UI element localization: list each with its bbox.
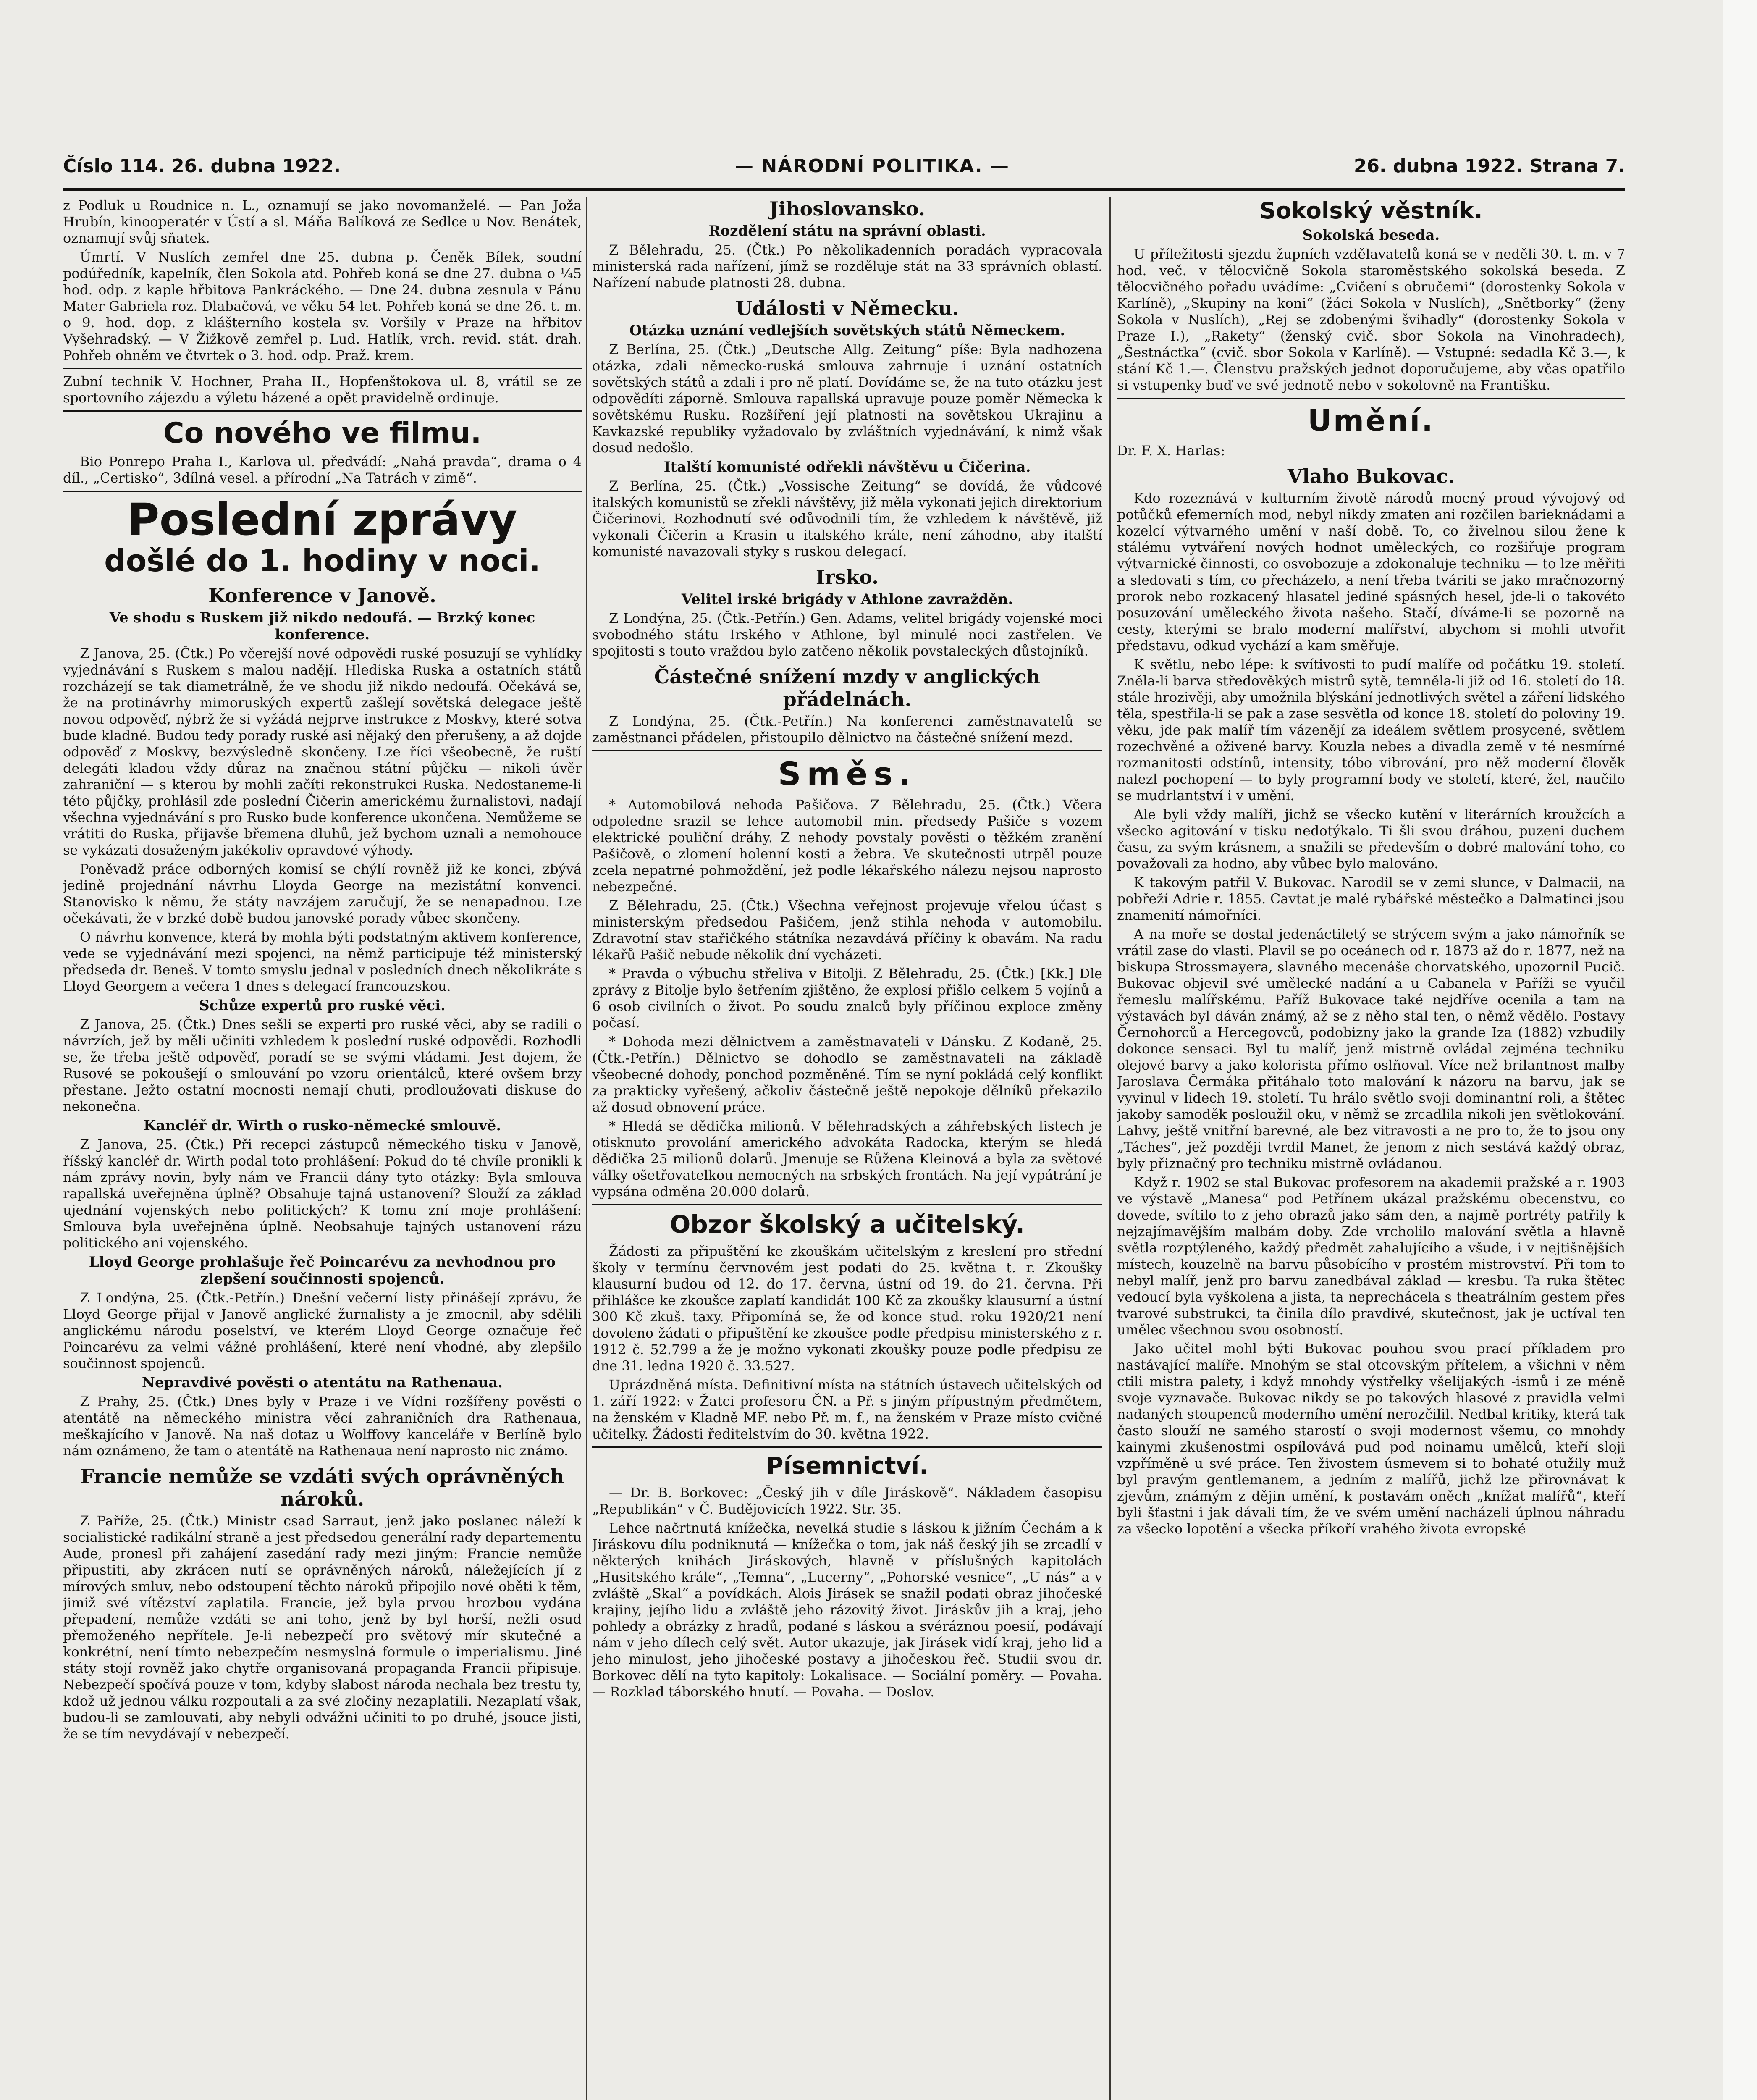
ireland-heading: Irsko. xyxy=(816,566,879,588)
divider xyxy=(63,410,582,412)
article-paragraph: Z Prahy, 25. (Čtk.) Dnes byly v Praze i ve Vídni rozšířeny pověsti o atentátě na německého ministra věcí zahraničních dra Rathenaua, meškajícího v Janově. Na naš dotaz u Wolffovy kanceláře v Berlíně bylo nám oznámeno, že tam o atentátě na Rathenaua není naprosto nic známo. xyxy=(63,1394,582,1459)
article-paragraph: — Dr. B. Borkovec: „Český jih v díle Jiráskově“. Nákladem časopisu „Republikán“ v Č. Budějovicích 1922. Str. 35. xyxy=(592,1485,1102,1517)
cinema-heading: Co nového ve filmu. xyxy=(163,417,482,450)
article-paragraph: Z Janova, 25. (Čtk.) Dnes sešli se experti pro ruské věci, aby se radili o návrzích, jež by měli učiniti vzhledem k poslední ruské odpovědi. Rozhodli se, že třeba ještě odpověď, poradí se se svými vládami. Jest dojem, že Rusové se pokoušejí o smlouvání po vzoru orientálců, které ovšem brzy přestane. Ježto ostatní mocnosti nemají chuti, prodloužovati diskuse do nekonečna. xyxy=(63,1016,582,1114)
latest-news-heading: Poslední zprávy xyxy=(127,494,517,545)
article-paragraph: Z Londýna, 25. (Čtk.-Petřín.) Na konferenci zaměstnavatelů se zaměstnanci přádelen, přistoupilo dělnictvo na částečné snížení mezd. xyxy=(592,713,1102,746)
article-paragraph: Z Janova, 25. (Čtk.) Po včerejší nové odpovědi ruské posuzují se vyhlídky vyjednávání s Ruskem s malou nadějí. Hlediska Ruska a ostatních států rozcházejí se tak diametrálně, že ve shodu již nikdo nedoufá. Očekává se, že na protinávrhy mimoruských expertů zašlejí sovětská delegace ještě novou odpověď, nýbrž že si vyžádá nejprve instrukce z Moskvy, které sotva bude kladné. Budou tedy porady ruské asi nějaký den přerušeny, a až dojde odpověď z Moskvy, bezvýsledně skončeny. Lze říci všeobecně, že ruští delegáti kladou vždy důraz na značnou státní půjčku — nikoli úvěr zahraniční — s kterou by mohli začíti rekonstrukci Ruska. Nedostaneme-li této půjčky, prohlásil zde poslední Čičerin americkému žurnalistovi, nadají všechna vyjednávání s pro Rusko bude konference ukončena. Nemůžeme se vrátiti do Ruska, přijavše břemena dluhů, jež bychom uznali a nemohouce se vykázati dosaženým jakékoliv opravdové výhody. xyxy=(63,646,582,858)
obituaries: Úmrtí. V Nuslích zemřel dne 25. dubna p. Čeněk Bílek, soudní podúředník, kapelník, člen Sokola atd. Pohřeb koná se dne 27. dubna o ¼5 hod. odp. z kaple hřbitova Pankráckého. — Dne 24. dubna zesnula v Pánu Mater Gabriela roz. Dlabačová, ve věku 54 let. Pohřeb koná se dne 26. t. m. o 9. hod. dop. z klášterního kostela sv. Voršily v Praze na hřbitov Vyšehradský. — V Žižkově zemřel p. Lud. Hatlík, vrch. revid. stát. drah. Pohřeb ohněm ve čtvrtek o 3. hod. odp. Praž. krem. xyxy=(63,249,582,363)
article-paragraph: Uprázdněná místa. Definitivní místa na státních ústavech učitelských od 1. září 1922: v Žatci profesoru ČN. a Př. s jiným přípustným předmětem, na ženském v Kladně MF. nebo Př. m. f., na ženském v Praze místo cvičné učitelky. Žádosti ředitelstvím do 30. května 1922. xyxy=(592,1377,1102,1442)
sokol-subheading: Sokolská beseda. xyxy=(1302,227,1440,244)
article-paragraph: * Hledá se dědička milionů. V bělehradských a záhřebských listech je otisknuto provolání amerického advokáta Radocka, kterým se hledá dědička 25 milionů dolarů. Jmenuje se Růžena Kleinová a byla za světové války ošetřovatelkou nemocných na srbských frontách. Na její vypátrání je vypsána odměna 20.000 dolarů. xyxy=(592,1118,1102,1200)
article-paragraph: Lehce načrtnutá knížečka, nevelká studie s láskou k jižním Čechám a k Jiráskovu dílu podniknutá — knížečka o tom, jak náš český jih se zrcadlí v některých knihách Jiráskových, hlavně v příslušných kapitolách „Husitského krále“, „Temna“, „Lucerny“, „Pohorské vesnice“, „U nás“ a v zvláště „Skal“ a povídkách. Alois Jirásek se snažil podati obraz jihočeské krajiny, jejího lidu a zvláště jeho rázovitý život. Jiráskův jih a kraj, jeho pohledy a obrázky z hradů, podané s láskou a svéráznou poesií, podávají nám v jeho dílech celý svět. Autor ukazuje, jak Jirásek vidí kraj, jeho lid a jeho minulost, jeho jihočeské postavy a jihočeskou řeč. Studii svou dr. Borkovec dělí na tyto kapitoly: Lokalisace. — Sociální poměry. — Povaha. — Rozklad táborského hnutí. — Povaha. — Doslov. xyxy=(592,1520,1102,1700)
article-paragraph: Žádosti za připuštění ke zkouškám učitelským z kreslení pro střední školy v termínu červnovém jest podati do 25. května t. r. Zkoušky klausurní budou od 12. do 17. června, ústní od 19. do 21. června. Při přihlášce ke zkoušce zaplatí kandidát 100 Kč za zkoušky klausurní a ústní 300 Kč zkuš. taxy. Připomíná se, že od konce stud. roku 1920/21 není dovoleno žádati o připuštění ke zkoušce podle předpisu ministerského z r. 1912 č. 52.799 a že je možno vykonati zkoušky pouze podle předpisu ze dne 31. ledna 1920 č. 33.527. xyxy=(592,1243,1102,1374)
yugoslavia-subheading: Rozdělení státu na správní oblasti. xyxy=(708,223,986,239)
article-paragraph: * Dohoda mezi dělnictvem a zaměstnavateli v Dánsku. Z Kodaně, 25. (Čtk.-Petřín.) Dělnictvo se dohodlo se zaměstnavateli na základě všeobecné dohody, ponchod pozměněné. Tím se nyní pokládá celý konflikt za prakticky vyřešený, ačkoliv částečně ještě nepokoje dělníků překazilo až dosud obnovení práce. xyxy=(592,1034,1102,1115)
cinema-text: Bio Ponrepo Praha I., Karlova ul. předvádí: „Nahá pravda“, drama o 4 díl., „Certisko“, 3dílná vesel. a přírodní „Na Tatrách v zimě“. xyxy=(63,454,582,486)
art-heading: Umění. xyxy=(1308,404,1434,438)
germany-heading: Události v Německu. xyxy=(735,297,959,320)
divider xyxy=(1117,398,1625,399)
article-paragraph: Když r. 1902 se stal Bukovac profesorem na akademii pražské a r. 1903 ve výstavě „Manesa“ pod Petřínem ukázal pražskému obecenstvu, co dovede, svítilo to z jeho obrazů jako sám den, a najmě portréty patřily k nejzajímavějším malbám doby. Zde vrcholilo malování světla a hlavně světla rozptýleného, každý předmět zahalujícího a všude, i v nejtišnějších místech, kouzelně na barvu působícího v prostém mistrovství. Při tom to nebyl malíř, jenž pro barvu zanedbával základ — kresbu. Ta ruka štětec vedoucí byla vyškolena a jista, ta neprechácela s theatrálním gestem přes tvarové substrukci, ta činila dílo pravdivé, skutečnost, jak je uctíval ten umělec všechnou svou osobností. xyxy=(1117,1174,1625,1338)
lloyd-heading: Lloyd George prohlašuje řeč Poincarévu za nevhodnou pro zlepšení součinnosti spojenců. xyxy=(89,1254,556,1287)
art-author: Dr. F. X. Harlas: xyxy=(1117,443,1225,459)
italy-subheading: Italští komunisté odřekli návštěvu u Čičerina. xyxy=(663,459,1031,475)
article-paragraph: Poněvadž práce odborných komisí se chýlí rovněž již ke konci, zbývá jedině projednání návrhu Lloyda George na mezistátní konvenci. Stanovisko k němu, že státy navzájem zaručují, že se nenapadnou. Lze očekávati, že v brzké době budou janovské porady vůbec skončeny. xyxy=(63,861,582,926)
article-paragraph: Z Paříže, 25. (Čtk.) Ministr csad Sarraut, jenž jako poslanec náleží k socialistické radikální straně a jest předsedou generální rady departementu Aude, pronesl při zahájení zasedání rady mezi jiným: Francie nemůže připustiti, aby zkrácen nutí se oprávněných nároků, náležejících jí z mírových smluv, nebo odstoupení těchto nároků připojilo nové oběti k těm, jimiž své vítězství zaplatila. Francie, jež byla prvou hrozbou vydána přepadení, nemůže vzdáti se ani toho, jenž by byl horší, nežli osud přemoženého nepřítele. Je-li nebezpečí pro světový mír skutečné a konkrétní, není tímto nebezpečím nesmyslná formule o imperialismu. Jiné státy stojí rovněž jako chytře organisovaná propaganda Francii připisuje. Nebezpečí spočívá pouze v tom, kdyby slabost národa nechala bez trestu ty, kdož už jednou válku rozpoutali a za své zločiny nezaplatili. Nezaplatí však, budou-li se zamlouvati, aby nebyli odvážni učiniti to po druhé, jsouce jisti, že se tím nevydávají v nebezpečí. xyxy=(63,1513,582,1742)
wages-heading: Částečné snížení mzdy v anglických přádelnách. xyxy=(654,665,1041,711)
france-heading: Francie nemůže se vzdáti svých oprávněných nároků. xyxy=(80,1465,564,1510)
header-masthead: — NÁRODNÍ POLITIKA. — xyxy=(735,155,1010,177)
article-paragraph: Kdo rozeznává v kulturním životě národů mocný proud vývojový od potůčků efemerních mod, nebyl nikdy zmaten ani rozčilen barieknádami a kozelcí výtvarného umění v naší době. To, co živelnou silou žene k stálému vytváření nových hodnot uměleckých, co rozšiřuje program výtvarnické činnosti, co osvobozuje a zdokonaluje techniku — to lze měřiti a sledovati s tím, co přecházelo, a není třeba tváriti se jako mračnozorný prorok nebo rozkacený hlasatel jediné spásných hesel, jde-li o takovéto posuzování uměleckého života našeho. Stačí, díváme-li se pozorně na cesty, kterými se bralo moderní malířství, abychom si mohli utvořit představu, odkud vychází a kam směřuje. xyxy=(1117,490,1625,654)
column-1 xyxy=(63,197,582,2100)
header-rule xyxy=(63,188,1625,191)
genoa-subheading: Ve shodu s Ruskem již nikdo nedoufá. — Brzký konec konference. xyxy=(109,609,535,643)
article-paragraph: K takovým patřil V. Bukovac. Narodil se v zemi slunce, v Dalmacii, na pobřeží Adrie r. 1855. Cavtat je malé rybářské městečko a Dalmatinci jsou znamenití námořníci. xyxy=(1117,874,1625,923)
article-paragraph: Z Berlína, 25. (Čtk.) „Vossische Zeitung“ se dovídá, že vůdcové italských komunistů se zřekli návštěvy, již měla vykonati jejich direktorium Čičerinovi. Rozhodnutí své odůvodnili tím, že vzhledem k návštěvě, již vykonali Čičerin a Krasin u italského krále, není záhodno, aby italští komunisté navazovali styky s ruskou delegací. xyxy=(592,478,1102,559)
page-header xyxy=(63,155,1625,185)
article-paragraph: Ale byli vždy malíři, jichž se všecko kutění v literárních kroužcích a všecko agitování v tisku nedotýkalo. Ti šli svou dráhou, puzeni duchem času, za svým krásnem, a snažili se především o dobré malování toho, co považovali za hodno, aby vůbec bylo malováno. xyxy=(1117,806,1625,872)
ireland-subheading: Velitel irské brigády v Athlone zavražděn. xyxy=(681,591,1013,608)
wirth-heading: Kancléř dr. Wirth o rusko-německé smlouvě. xyxy=(143,1117,501,1134)
article-paragraph: * Pravda o výbuchu střeliva v Bitolji. Z Bělehradu, 25. (Čtk.) [Kk.] Dle zprávy z Bitolje bylo šetřením zjištěno, že explosí přišlo celkem 5 vojínů a 6 osob civilních o život. Po soudu znalců byly příčinou exploce změny počasí. xyxy=(592,966,1102,1031)
column-divider-2 xyxy=(1109,197,1111,2100)
sokol-heading: Sokolský věstník. xyxy=(1259,197,1483,224)
column-divider-1 xyxy=(586,197,587,2100)
divider xyxy=(592,750,1102,751)
divider xyxy=(63,491,582,492)
article-paragraph: Jako učitel mohl býti Bukovac pouhou svou prací příkladem pro nastávající malíře. Mnohým se stal otcovským přítelem, a všichni v něm ctili mistra palety, i když mnohdy výstřelky všelijakých -ismů i ze méně svoje vyznavače. Bukovac nikdy se po takových hlasové z pravidla velmi nadaných stoupenců moderního umění nerozčilil. Nedbal kritiky, která tak často slouží ne samého starostí o svoji modernost všemu, co mnohdy kainymi zkušenostmi ospílovává pud pod noinamu umělců, kteří sloji vzpříměně u své práce. Ten živostem úsmevem si to bohaté otužily muž byl pravým gentlemanem, a jedním z malířů, jichž lze přirovnávat k zjevům, známým z dějin umění, k postavám oněch „knížat malířů“, kteří byli šťastni i jak dávali tím, že ve svém umění nacházeli úplnou náhradu za všecko lopotění a všecka příkoří vrahého života evropské xyxy=(1117,1341,1625,1537)
genoa-heading: Konference v Janově. xyxy=(208,584,436,607)
divider xyxy=(592,1446,1102,1448)
literature-heading: Písemnictví. xyxy=(766,1452,928,1480)
article-paragraph: Z Londýna, 25. (Čtk.-Petřín.) Dnešní večerní listy přinášejí zprávu, že Lloyd George přijal v Janově anglické žurnalisty a je zmocnil, aby sdělili anglickému národu poselství, ve kterém Lloyd George označuje řeč Poincarévu za velmi vážné prohlášení, které není vhodné, aby zlepšilo součinnost spojenců. xyxy=(63,1290,582,1371)
experts-heading: Schůze expertů pro ruské věci. xyxy=(199,997,446,1014)
article-paragraph: Z Berlína, 25. (Čtk.) „Deutsche Allg. Zeitung“ píše: Byla nadhozena otázka, zdali německo-ruská smlouva zahrnuje i uznání ostatních sovětských států a zdali i pro ně platí. Dovídáme se, že na tuto otázku jest odpovědíti záporně. Smlouva rapallská upravuje pouze poměr Německa k sovětskému Rusku. Rozšíření její platnosti na sovětskou Ukrajinu a Kavkazské republiky vyžadovalo by zvláštních vyjednávání, k nimž však dosud nedošlo. xyxy=(592,341,1102,456)
marriage-notice: z Podluk u Roudnice n. L., oznamují se jako novomanželé. — Pan Joža Hrubín, kinooperatér v Ústí a sl. Máňa Balíková ze Sedlce u Nov. Benátek, oznamují svůj sňatek. xyxy=(63,197,582,246)
art-subheading: Vlaho Bukovac. xyxy=(1287,465,1455,488)
germany-subheading: Otázka uznání vedlejších sovětských států Německem. xyxy=(629,322,1065,339)
miscellany-heading: Směs. xyxy=(778,755,917,793)
article-paragraph: Z Londýna, 25. (Čtk.-Petřín.) Gen. Adams, velitel brigády vojenské moci svobodného státu Irského v Athlone, byl minulé noci zastřelen. Ve spojitosti s touto vraždou bylo zatčeno několik povstaleckých důstojníků. xyxy=(592,610,1102,659)
education-heading: Obzor školský a učitelský. xyxy=(669,1210,1025,1239)
divider xyxy=(592,1204,1102,1205)
header-page-number: 26. dubna 1922. Strana 7. xyxy=(1353,155,1625,177)
dentist-notice: Zubní technik V. Hochner, Praha II., Hopfenštokova ul. 8, vrátil se ze sportovního zájezdu a výletu házené a opět pravidelně ordinuje. xyxy=(63,373,582,406)
article-paragraph: A na moře se dostal jedenáctiletý se strýcem svým a jako námořník se vrátil zase do vlasti. Plavil se po oceánech od r. 1873 až do r. 1877, než na biskupa Strossmayera, slavného mecenáše chorvatského, upozornil Pucič. Bukovac objevil své umělecké nadání a u Cabanela v Paříži se vyučil řemeslu malířskému. Paříž Bukovace také nejdříve ocenila a tam na výstavách byl dáván známý, až se z něho stal ten, o němž vědělo. Postavy Černohorců a Hercegovců, podobizny jako la grande Iza (1882) vzbudily dokonce sensaci. Byl tu malíř, jenž mistrně ovládal zejména techniku olejové barvy a jako kolorista přímo oslňoval. Více než brilantnost malby Jaroslava Čermáka přitáhalo toto malování k názoru na barvu, jak se vyvinul v lidech 19. století. Tu hrálo světlo svoji dominantní roli, a štětec jakoby samoděk posloužil oku, v němž se zrcadlila nikoli jen světlokování. Lahvy, ještě vnitřní barevné, ale bez vitravosti a ne pro to, že to jsou ony „Táches“, jež později tvrdil Manet, že jenom z nich sestává každý obraz, byly přiznačný pro techniku mistrně ovládanou. xyxy=(1117,926,1625,1171)
yugoslavia-heading: Jihoslovansko. xyxy=(769,197,926,220)
article-paragraph: Z Janova, 25. (Čtk.) Při recepci zástupců německého tisku v Janově, říšský kancléř dr. Wirth podal toto prohlášení: Pokud do té chvíle pronikli k nám zprávy novin, byly nám ve Francii dány tyto otázky: Byla smlouva rapallská uveřejněna úplně? Obsahuje tajná ustanovení? Slouží za základ ujednání vojenských nebo politických? K tomu zní moje prohlášení: Smlouva byla uveřejněna úplně. Neobsahuje tajných ustanovení rázu politického ani vojenského. xyxy=(63,1137,582,1251)
article-paragraph: U příležitosti sjezdu župních vzdělavatelů koná se v neděli 30. t. m. v 7 hod. več. v tělocvičně Sokola staroměstského sokolská beseda. Z tělocvičného pořadu uvádíme: „Cvičení s obručemi“ (dorostenky Sokola v Karlíně), „Skupiny na koni“ (žáci Sokola v Nuslích), „Snětborky“ (ženy Sokola v Nuslích), „Rej se zdobenými švihadly“ (dorostenky Sokola v Praze I.), „Rakety“ (ženský cvič. sbor Sokola na Vinohradech), „Šestnáctka“ (cvič. sbor Sokola v Karlíně). — Vstupné: sedadla Kč 3.—, k stání Kč 1.—. Členstvu pražských jednot doporučujeme, aby včas opatřilo si vstupenky buď ve své jednotě nebo v sokolovně na Františku. xyxy=(1117,246,1625,393)
article-paragraph: O návrhu konvence, která by mohla býti podstatným aktivem konference, vede se vyjednávání mezi spojenci, na němž participuje též ministerský předseda dr. Beneš. V tomto smyslu jednal v posledních dnech několikráte s Lloyd Georgem a večera 1 dnes s delegací francouzskou. xyxy=(63,929,582,994)
article-paragraph: Z Bělehradu, 25. (Čtk.) Po několikadenních poradách vypracovala ministerská rada nařízení, jímž se rozděluje stát na 33 správních oblastí. Nařízení nabude platnosti 28. dubna. xyxy=(592,242,1102,291)
divider xyxy=(63,368,582,369)
page-margin-right xyxy=(1723,0,1757,2100)
header-issue: Číslo 114. 26. dubna 1922. xyxy=(63,155,341,177)
rathenau-heading: Nepravdivé pověsti o atentátu na Rathenaua. xyxy=(142,1374,503,1391)
column-3 xyxy=(1117,197,1625,2100)
article-paragraph: Z Bělehradu, 25. (Čtk.) Všechna veřejnost projevuje vřelou účast s ministerským předsedou Pašičem, jenž stihla nehoda v automobilu. Zdravotní stav stařičkého státníka nezavdává příčiny k obavám. Na radu lékařů Pašič nebude několik dní vycházeti. xyxy=(592,898,1102,963)
article-paragraph: * Automobilová nehoda Pašičova. Z Bělehradu, 25. (Čtk.) Včera odpoledne srazil se lehce automobil min. předsedy Pašiče s vozem elektrické pouliční dráhy. Z nehody povstaly pověsti o těžkém zranění Pašičově, o zlomení holenní kosti a žebra. Ve skutečnosti utrpěl pouze zcela nepatrné pohmoždění, jež podle lékařského nálezu nejsou naprosto nebezpečné. xyxy=(592,797,1102,895)
column-2 xyxy=(592,197,1102,2100)
article-paragraph: K světlu, nebo lépe: k svítivosti to pudí malíře od počátku 19. století. Zněla-li barva středověkých mistrů sytě, temněla-li již od 16. století do 18. stále hrozivěji, aby umožnila blýskání jednotlivých světel a záření lidského těla, spestřila-li se pak a zase sesvětla od konce 18. století do poloviny 19. věku, jde pak malíř tím vázenějí za ideálem světlem prosycené, světlem rozechvěné a oživené barvy. Kouzla nebes a divadla země v té nesmírné rozmanitosti odstínů, intensity, tóbo vibrování, pro něž moderní člověk nalezl pochopení — to byly programní body ve století, které, žel, naučilo se mudrlantství i v umění. xyxy=(1117,656,1625,803)
latest-news-subheading: došlé do 1. hodiny v noci. xyxy=(104,543,540,578)
